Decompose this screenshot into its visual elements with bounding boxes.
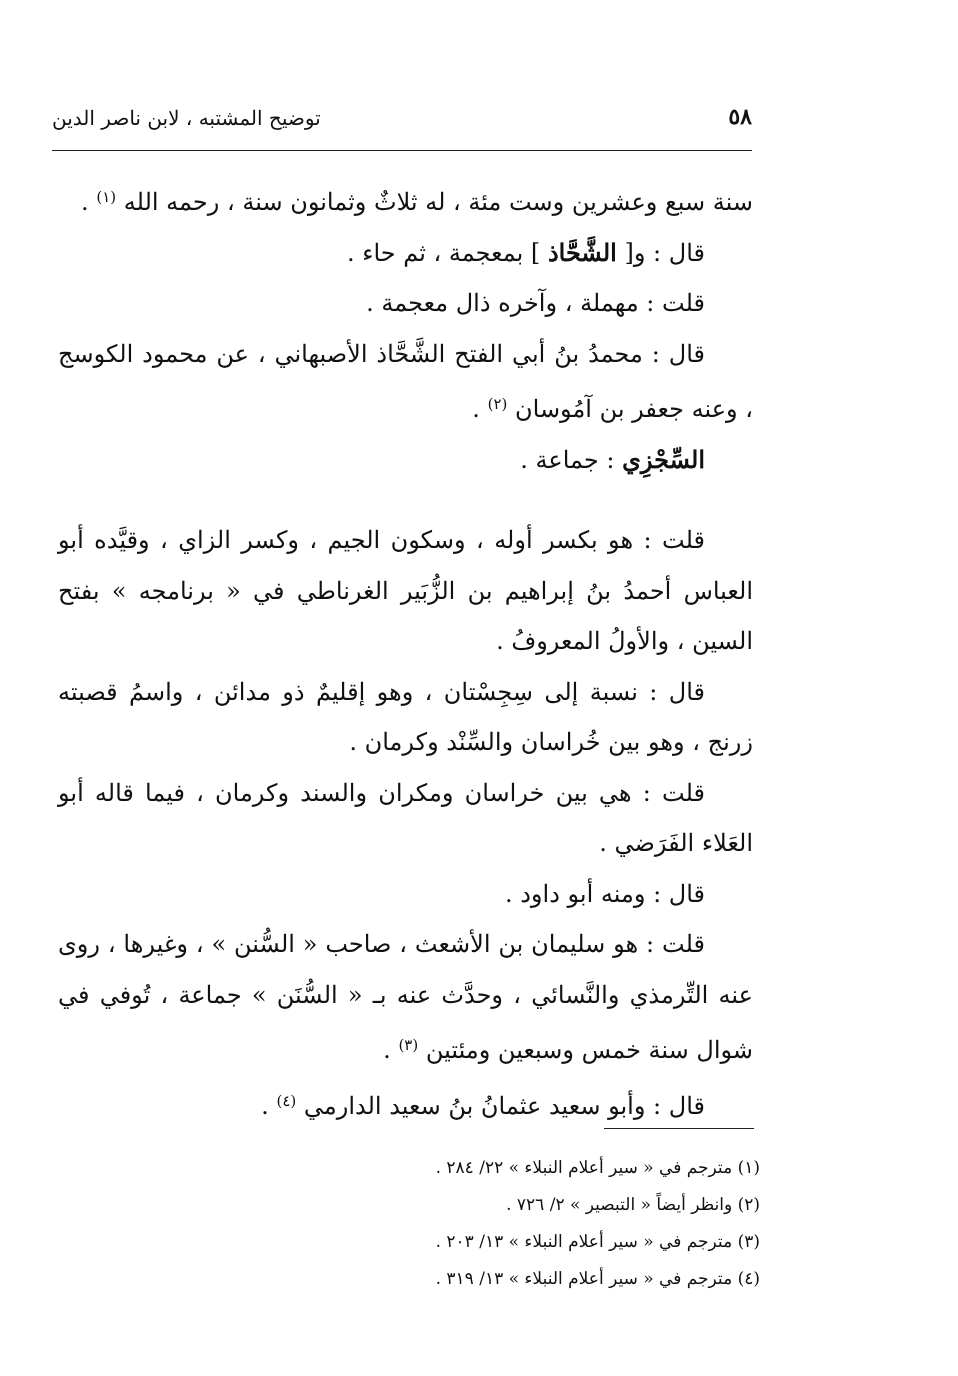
paragraph: قال : ومنه أبو داود . xyxy=(504,879,705,908)
footnote-1: (١) مترجم في « سير أعلام النبلاء » ٢٢/ ٢٨٤ . xyxy=(435,1158,760,1178)
footnote-ref: (٢) xyxy=(487,395,508,413)
entry-heading: السِّجْزِي : جماعة . xyxy=(520,444,705,474)
paragraph: قال : و[ الشَّحَّاذ ] بمعجمة ، ثم حاء . xyxy=(346,237,705,267)
footnote-4: (٤) مترجم في « سير أعلام النبلاء » ١٣/ ٣١٩ . xyxy=(435,1269,760,1289)
paragraph: قلت : هي بين خراسان ومكران والسند وكرمان ، فيما قاله أبو العَلاء الفَرَضي . xyxy=(58,778,753,857)
running-title: توضيح المشتبه ، لابن ناصر الدين xyxy=(52,106,321,130)
header-rule xyxy=(52,150,752,151)
footnote-rule xyxy=(604,1128,754,1129)
paragraph: قلت : هو بكسر أوله ، وسكون الجيم ، وكسر الزاي ، وقيَّده أبو العباس أحمدُ بنُ إبراهيم بن الزُّبَير الغرناطي في « برنامجه » بفتح السين ، والأولُ المعروفُ . xyxy=(58,526,753,655)
paragraph: قال : محمدُ بنُ أبي الفتح الشَّحَّاذ الأصبهاني ، عن محمود الكوسج ، وعنه جعفر بن آمُوسان $^{(٢)}$ . xyxy=(58,339,753,423)
page-number: ٥٨ xyxy=(728,104,752,130)
paragraph: سنة سبع وعشرين وست مئة ، له ثلاثٌ وثمانون سنة ، رحمه الله $^{(١)}$ . xyxy=(81,188,753,216)
main-text xyxy=(58,172,753,1131)
entry-word: السِّجْزِي xyxy=(622,444,705,474)
paragraph: قال : وأبو سعيد عثمانُ بنُ سعيد الدارمي $^{(٤)}$ . xyxy=(261,1091,705,1120)
footnote-ref: (٣) xyxy=(398,1036,419,1054)
entry-word: الشَّحَّاذ xyxy=(547,237,617,267)
page-header xyxy=(52,100,752,148)
footnote-2: (٢) وانظر أيضاً « التبصير » ٢/ ٧٢٦ . xyxy=(506,1195,760,1215)
paragraph: قلت : مهملة ، وآخره ذال معجمة . xyxy=(366,289,705,317)
footnote-ref: (١) xyxy=(96,188,117,206)
footnotes xyxy=(200,1150,760,1298)
footnote-3: (٣) مترجم في « سير أعلام النبلاء » ١٣/ ٢٠٣ . xyxy=(435,1232,760,1252)
paragraph: قال : نسبة إلى سِجِسْتان ، وهو إقليمٌ ذو مدائن ، واسمُ قصبته زرنج ، وهو بين خُراسان والسِّنْد وكرمان . xyxy=(58,677,753,756)
footnote-ref: (٤) xyxy=(276,1091,297,1110)
paragraph: قلت : هو سليمان بن الأشعث ، صاحب « السُّنن » ، وغيرها ، روى عنه التِّرمذي والنَّسائي ، وحدَّث عنه بـ « السُّنَن » جماعة ، تُوفي في شوال سنة خمس وسبعين ومئتين $^{(٣)}$ . xyxy=(58,930,753,1064)
